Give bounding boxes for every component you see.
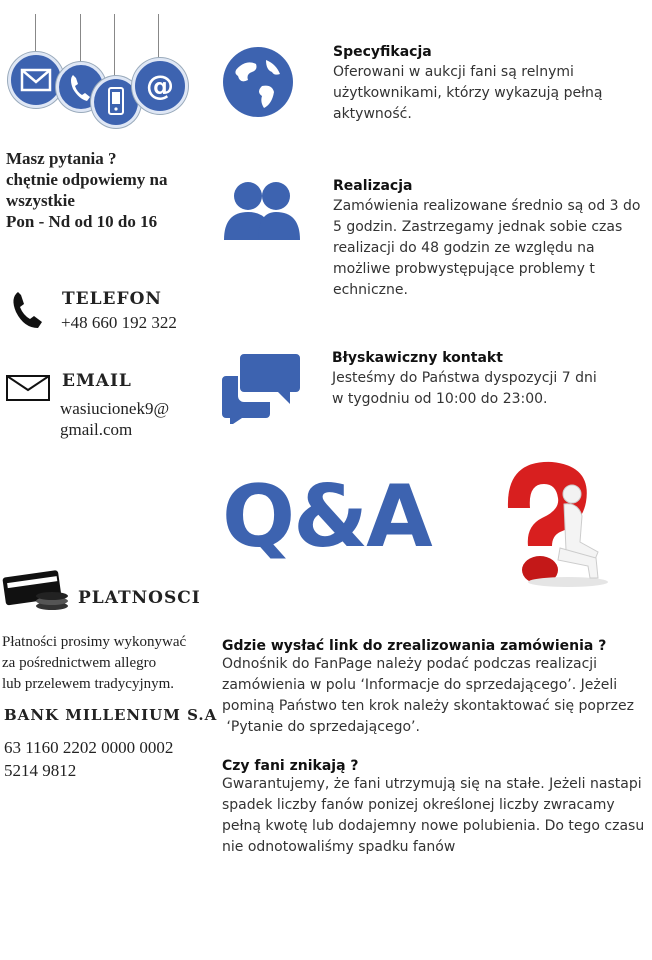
- question-mark-figure-icon: [488, 458, 618, 595]
- qa-title: Q&A: [222, 467, 431, 567]
- svg-text:@: @: [146, 69, 174, 102]
- phone-number: +48 660 192 322: [61, 313, 177, 332]
- feature-specyfikacja: Specyfikacja Oferowani w aukcji fani są relnymi użytkownikami, którzy wykazują pełną aktywność.: [333, 44, 603, 122]
- users-icon: [220, 178, 302, 247]
- contact-question: Masz pytania ? chętnie odpowiemy na wszystkie Pon - Nd od 10 do 16: [6, 149, 168, 231]
- faq-item: Gdzie wysłać link do zrealizowania zamówienia ? Odnośnik do FanPage należy podać podczas realizacji zamówienia w polu ‘Informacje do sprzedającego’. Jeżeli pominą Państwo ten krok należy skontaktować się poprzez ‘Pytanie do sprzedającego’.: [222, 638, 634, 735]
- faq-section: [222, 638, 650, 858]
- at-sign-icon: [132, 58, 188, 114]
- bank-account: 63 1160 2202 0000 0002 5214 9812: [4, 738, 174, 780]
- email-label: EMAIL: [62, 371, 132, 391]
- credit-card-coins-icon: [0, 570, 76, 619]
- email-icon: [6, 375, 50, 406]
- phone-icon: [10, 290, 46, 335]
- payments-info: Płatności prosimy wykonywać za pośrednictwem allegro lub przelewem tradycyjnym.: [2, 634, 187, 692]
- feature-kontakt: Błyskawiczny kontakt Jesteśmy do Państwa dyspozycji 7 dni w tygodniu od 10:00 do 23:00.: [332, 350, 597, 407]
- envelope-icon: [8, 52, 64, 108]
- email-address[interactable]: wasiucionek9@ gmail.com: [60, 399, 170, 439]
- phone-label: TELEFON: [62, 289, 162, 309]
- globe-icon: [222, 46, 294, 123]
- payments-label: PLATNOSCI: [78, 588, 201, 608]
- bank-label: BANK MILLENIUM S.A: [4, 706, 218, 724]
- faq-item: Czy fani znikają ? Gwarantujemy, że fani utrzymują się na stałe. Jeżeli nastapi spadek liczby fanów ponizej określonej liczby zwracamy pełną kwotę lub dodajemny nowe polubienia. Do tego czasu nie odnotowaliśmy spadku fanów: [222, 758, 645, 855]
- feature-realizacja: Realizacja Zamówienia realizowane średnio są od 3 do 5 godzin. Zastrzegamy jednak sobie czas realizacji do 48 godzin ze względu na możliwe probwystępujące problemy t echniczne.: [333, 178, 641, 298]
- chat-bubbles-icon: [222, 352, 302, 429]
